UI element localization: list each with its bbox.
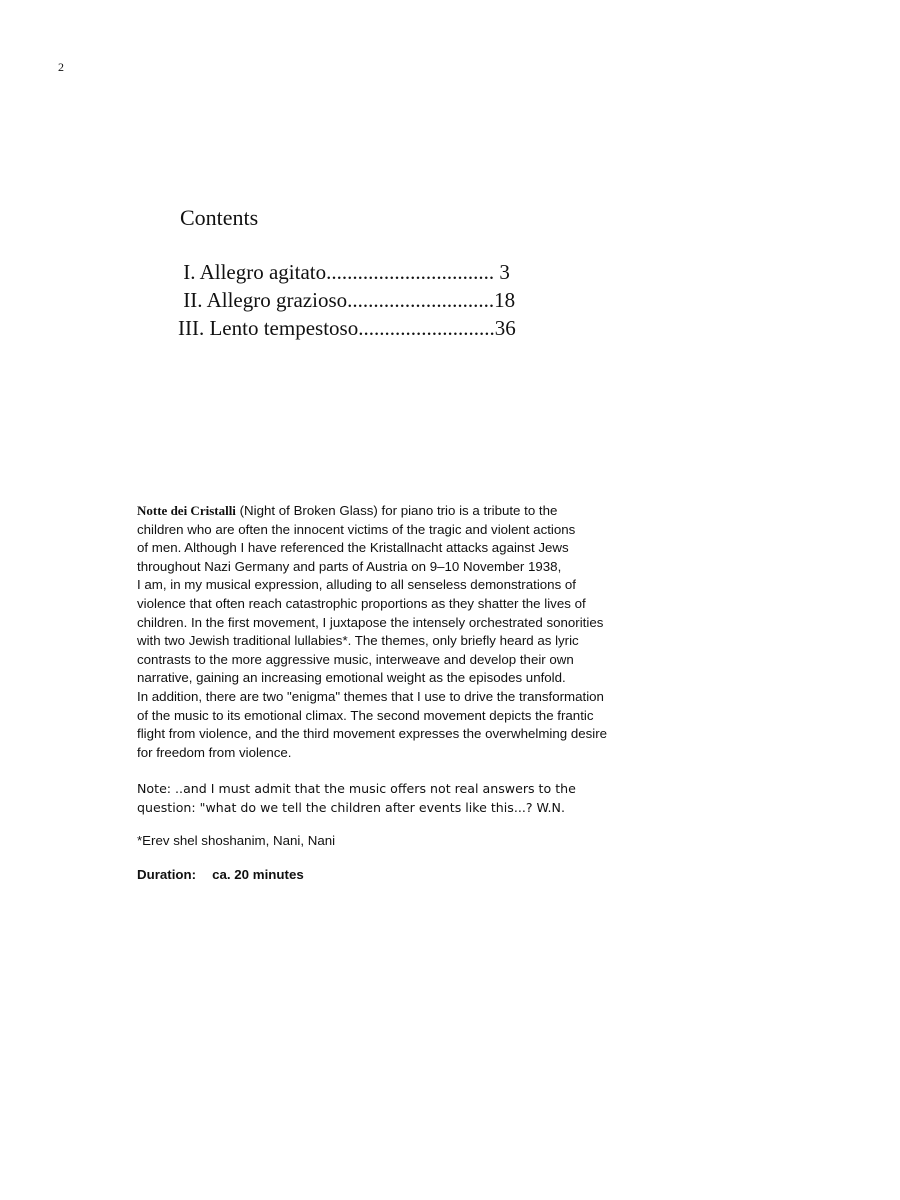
description-line-10: narrative, gaining an increasing emotional weight as the episodes unfold. bbox=[137, 670, 566, 686]
toc-entry-2: II. Allegro grazioso............................18 bbox=[178, 288, 516, 312]
description-line-3: of men. Although I have referenced the Kristallnacht attacks against Jews bbox=[137, 540, 569, 556]
toc-entry-3: III. Lento tempestoso..........................36 bbox=[178, 316, 516, 340]
program-notes bbox=[137, 502, 717, 885]
description-line-2: children who are often the innocent victims of the tragic and violent actions bbox=[137, 521, 576, 537]
description-line-6: violence that often reach catastrophic proportions as they shatter the lives of bbox=[137, 595, 586, 611]
composer-note bbox=[137, 779, 717, 817]
duration-label: Duration: bbox=[137, 866, 197, 882]
description-line-4: throughout Nazi Germany and parts of Austria on 9–10 November 1938, bbox=[137, 558, 562, 574]
note-line-2: question: "what do we tell the children after events like this...? W.N. bbox=[137, 800, 565, 816]
description-line-5: I am, in my musical expression, alluding to all senseless demonstrations of bbox=[137, 577, 576, 593]
description-paragraph bbox=[137, 502, 717, 762]
note-line-1: Note: ..and I must admit that the music offers not real answers to the bbox=[137, 781, 576, 797]
description-line-1: Notte dei Cristalli (Night of Broken Glass) for piano trio is a tribute to the bbox=[137, 503, 558, 518]
duration bbox=[137, 866, 717, 885]
lullaby-footnote: *Erev shel shoshanim, Nani, Nani bbox=[137, 833, 336, 849]
work-title: Notte dei Cristalli bbox=[137, 503, 236, 518]
description-line-8: with two Jewish traditional lullabies*. The themes, only briefly heard as lyric bbox=[137, 633, 579, 649]
page-number: 2 bbox=[58, 60, 64, 74]
table-of-contents bbox=[178, 258, 578, 342]
description-line-14: for freedom from violence. bbox=[137, 744, 292, 760]
contents-title: Contents bbox=[180, 205, 259, 230]
description-line-11: In addition, there are two "enigma" themes that I use to drive the transformation bbox=[137, 688, 604, 704]
description-line-12: of the music to its emotional climax. The second movement depicts the frantic bbox=[137, 707, 594, 723]
description-line-9: contrasts to the more aggressive music, interweave and develop their own bbox=[137, 651, 574, 667]
description-line-7: children. In the first movement, I juxtapose the intensely orchestrated sonorities bbox=[137, 614, 604, 630]
duration-value: ca. 20 minutes bbox=[212, 866, 304, 882]
description-line-13: flight from violence, and the third movement expresses the overwhelming desire bbox=[137, 726, 608, 742]
toc-entry-1: I. Allegro agitato................................ 3 bbox=[178, 260, 510, 284]
